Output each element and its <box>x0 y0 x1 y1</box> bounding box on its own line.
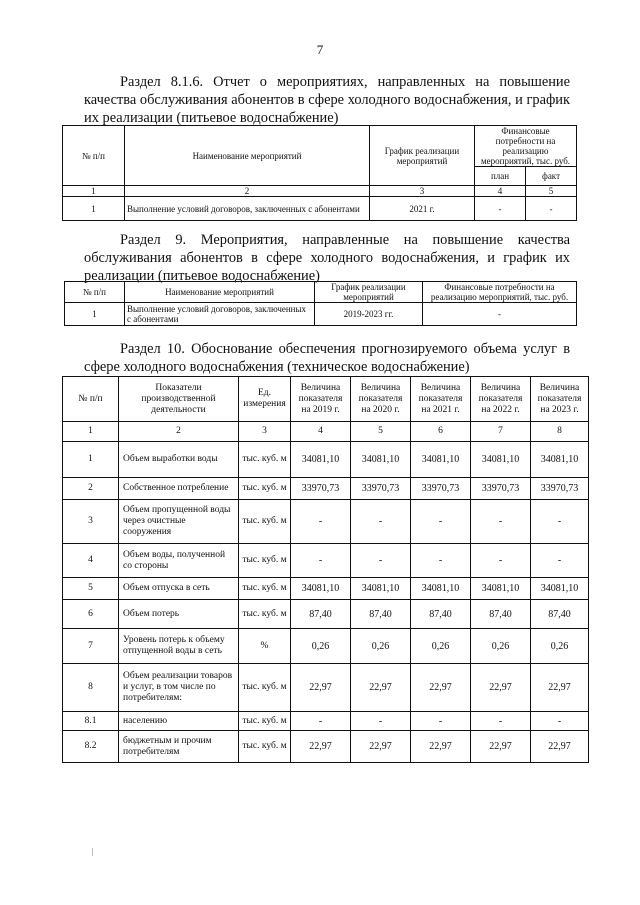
row-value: 33970,73 <box>291 478 351 500</box>
page-number: 7 <box>316 42 324 57</box>
row-indicator: Объем отпуска в сеть <box>119 578 239 600</box>
row-value: - <box>471 712 531 731</box>
index-cell: 2 <box>125 186 370 197</box>
index-cell: 3 <box>239 422 291 442</box>
row-value: 34081,10 <box>471 442 531 478</box>
row-value: 22,97 <box>411 664 471 712</box>
row-value: 34081,10 <box>411 442 471 478</box>
table-row <box>63 712 589 731</box>
row-indicator: бюджетным и прочим потребителям <box>119 731 239 763</box>
row-num: 2 <box>63 478 119 500</box>
row-num: 1 <box>63 197 125 221</box>
row-value: 34081,10 <box>351 578 411 600</box>
row-value: - <box>411 712 471 731</box>
row-value: 22,97 <box>531 664 589 712</box>
row-value: - <box>291 544 351 578</box>
row-unit: тыс. куб. м <box>239 712 291 731</box>
row-unit: тыс. куб. м <box>239 478 291 500</box>
header-year: Величина показателя на 2022 г. <box>471 377 531 422</box>
index-cell: 2 <box>119 422 239 442</box>
header-year: Величина показателя на 2019 г. <box>291 377 351 422</box>
row-value: 34081,10 <box>291 578 351 600</box>
row-value: 34081,10 <box>351 442 411 478</box>
row-value: 34081,10 <box>531 578 589 600</box>
row-value: 22,97 <box>531 731 589 763</box>
row-fin: - <box>423 303 577 326</box>
header-num: № п/п <box>63 126 125 186</box>
row-unit: тыс. куб. м <box>239 578 291 600</box>
row-value: 0,26 <box>351 629 411 664</box>
row-value: - <box>531 500 589 544</box>
row-value: 22,97 <box>471 731 531 763</box>
row-value: - <box>471 500 531 544</box>
header-unit: Ед. измерения <box>239 377 291 422</box>
row-value: 34081,10 <box>471 578 531 600</box>
row-value: - <box>531 712 589 731</box>
row-value: 33970,73 <box>531 478 589 500</box>
row-value: 33970,73 <box>471 478 531 500</box>
index-cell: 5 <box>351 422 411 442</box>
row-value: 87,40 <box>291 600 351 629</box>
row-indicator: населению <box>119 712 239 731</box>
table-row <box>63 197 577 221</box>
index-cell: 7 <box>471 422 531 442</box>
header-fin: Финансовые потребности на реализацию мероприятий, тыс. руб. <box>423 282 577 303</box>
row-value: - <box>531 544 589 578</box>
header-name: Наименование мероприятий <box>125 126 370 186</box>
table-section-9 <box>64 281 577 326</box>
row-num: 7 <box>63 629 119 664</box>
row-value: 87,40 <box>471 600 531 629</box>
row-value: 0,26 <box>291 629 351 664</box>
row-value: 22,97 <box>471 664 531 712</box>
row-num: 8.1 <box>63 712 119 731</box>
row-num: 3 <box>63 500 119 544</box>
row-num: 1 <box>65 303 125 326</box>
table-row <box>63 629 589 664</box>
row-value: 87,40 <box>351 600 411 629</box>
row-value: - <box>291 500 351 544</box>
row-unit: тыс. куб. м <box>239 600 291 629</box>
row-value: 22,97 <box>351 731 411 763</box>
row-value: - <box>291 712 351 731</box>
row-indicator: Объем пропущенной воды через очистные сооружения <box>119 500 239 544</box>
row-num: 1 <box>63 442 119 478</box>
row-fact: - <box>526 197 577 221</box>
row-indicator: Уровень потерь к объему отпущенной воды в сеть <box>119 629 239 664</box>
table-section-8-1-6 <box>62 125 577 221</box>
header-indicator: Показатели производственной деятельности <box>119 377 239 422</box>
index-cell: 4 <box>291 422 351 442</box>
row-value: 0,26 <box>531 629 589 664</box>
index-cell: 4 <box>475 186 526 197</box>
table-row <box>63 478 589 500</box>
row-value: 33970,73 <box>351 478 411 500</box>
row-value: 22,97 <box>411 731 471 763</box>
section-9-heading: Раздел 9. Мероприятия, направленные на повышение качества обслуживания абонентов в сфере холодного водоснабжения, и график их реализации (питьевое водоснабжение) <box>84 232 570 284</box>
row-num: 4 <box>63 544 119 578</box>
header-year: Величина показателя на 2023 г. <box>531 377 589 422</box>
header-name: Наименование мероприятий <box>125 282 315 303</box>
section-8-1-6-heading: Раздел 8.1.6. Отчет о мероприятиях, направленных на повышение качества обслуживания абонентов в сфере холодного водоснабжения, и график их реализации (питьевое водоснабжение) <box>84 74 570 126</box>
row-value: 34081,10 <box>531 442 589 478</box>
row-schedule: 2019-2023 гг. <box>315 303 423 326</box>
row-name: Выполнение условий договоров, заключенных с абонентами <box>125 197 370 221</box>
row-value: 22,97 <box>291 731 351 763</box>
row-num: 6 <box>63 600 119 629</box>
row-value: - <box>351 500 411 544</box>
row-num: 8.2 <box>63 731 119 763</box>
table-row <box>63 578 589 600</box>
index-cell: 6 <box>411 422 471 442</box>
index-cell: 1 <box>63 186 125 197</box>
row-plan: - <box>475 197 526 221</box>
row-indicator: Собственное потребление <box>119 478 239 500</box>
row-value: 0,26 <box>471 629 531 664</box>
row-value: 87,40 <box>531 600 589 629</box>
table-row <box>63 544 589 578</box>
row-indicator: Объем выработки воды <box>119 442 239 478</box>
table-row <box>63 731 589 763</box>
header-fact: факт <box>526 167 577 186</box>
row-value: - <box>411 544 471 578</box>
header-year: Величина показателя на 2021 г. <box>411 377 471 422</box>
row-indicator: Объем реализации товаров и услуг, в том числе по потребителям: <box>119 664 239 712</box>
row-value: 33970,73 <box>411 478 471 500</box>
table-row <box>63 600 589 629</box>
index-cell: 3 <box>370 186 475 197</box>
header-num: № п/п <box>63 377 119 422</box>
row-value: 22,97 <box>291 664 351 712</box>
row-unit: % <box>239 629 291 664</box>
row-num: 5 <box>63 578 119 600</box>
row-value: - <box>351 544 411 578</box>
header-fin: Финансовые потребности на реализацию мероприятий, тыс. руб. <box>475 126 577 167</box>
table-section-10 <box>62 376 589 763</box>
row-value: - <box>471 544 531 578</box>
table-row <box>63 500 589 544</box>
row-schedule: 2021 г. <box>370 197 475 221</box>
row-value: 34081,10 <box>291 442 351 478</box>
index-cell: 5 <box>526 186 577 197</box>
table-row <box>63 664 589 712</box>
index-cell: 1 <box>63 422 119 442</box>
header-plan: план <box>475 167 526 186</box>
row-value: - <box>411 500 471 544</box>
row-unit: тыс. куб. м <box>239 731 291 763</box>
index-cell: 8 <box>531 422 589 442</box>
row-value: 87,40 <box>411 600 471 629</box>
row-value: - <box>351 712 411 731</box>
table-row <box>63 442 589 478</box>
section-10-heading: Раздел 10. Обоснование обеспечения прогнозируемого объема услуг в сфере холодного водоснабжения (техническое водоснабжение) <box>84 341 570 375</box>
row-unit: тыс. куб. м <box>239 544 291 578</box>
header-num: № п/п <box>65 282 125 303</box>
row-num: 8 <box>63 664 119 712</box>
row-value: 34081,10 <box>411 578 471 600</box>
row-value: 0,26 <box>411 629 471 664</box>
header-schedule: График реализации мероприятий <box>370 126 475 186</box>
row-unit: тыс. куб. м <box>239 500 291 544</box>
row-indicator: Объем воды, полученной со стороны <box>119 544 239 578</box>
row-name: Выполнение условий договоров, заключенных с абонентами <box>125 303 315 326</box>
header-year: Величина показателя на 2020 г. <box>351 377 411 422</box>
row-indicator: Объем потерь <box>119 600 239 629</box>
row-value: 22,97 <box>351 664 411 712</box>
scan-mark <box>92 848 93 856</box>
row-unit: тыс. куб. м <box>239 664 291 712</box>
header-schedule: График реализации мероприятий <box>315 282 423 303</box>
row-unit: тыс. куб. м <box>239 442 291 478</box>
table-row <box>65 303 577 326</box>
